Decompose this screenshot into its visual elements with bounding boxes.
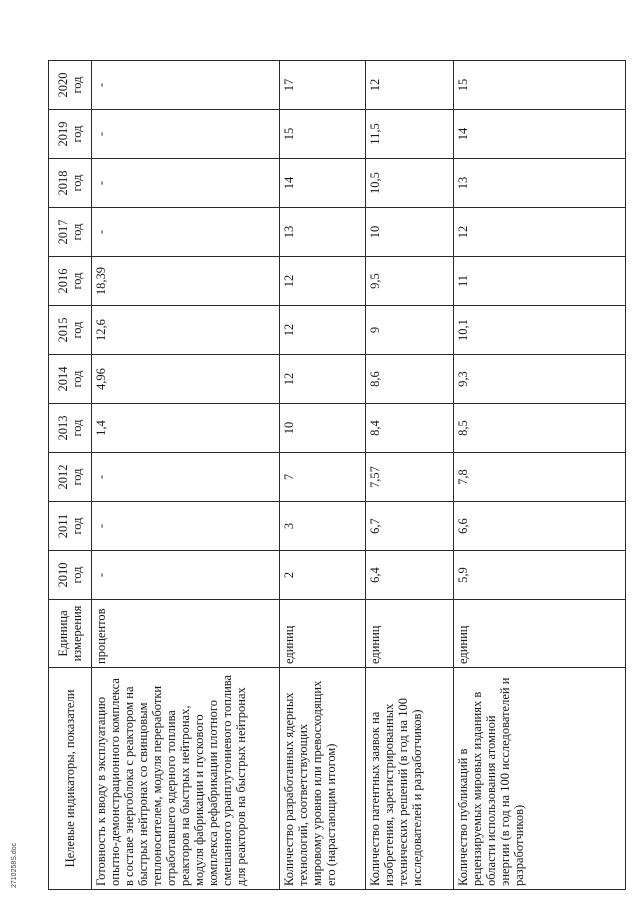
value-cell: 10,1 (454, 306, 626, 355)
header-year (49, 453, 92, 502)
header-year (49, 61, 92, 110)
header-year-number: 2018 (56, 170, 70, 196)
table-row (454, 61, 626, 890)
value-cell: 18,39 (92, 257, 280, 306)
header-year-number: 2014 (56, 366, 70, 392)
table-row (366, 61, 454, 890)
unit-cell: процентов (92, 600, 280, 668)
header-year-number: 2017 (56, 219, 70, 245)
header-year (49, 257, 92, 306)
indicator-cell: Готовность к вводу в эксплуатацию опытно-демонстрационного комплекса в составе энергоблока с реактором на быстрых нейтронах со свинцовым теплоносителем, модуля переработки отработавшего ядерного топлива реакторов на быстрых нейтронах, модуля фабрикации и пускового комплекса рефабрикации плотного смешанного уранплутониевого топлива для реакторов на быстрых нейтронах (92, 668, 280, 890)
value-cell: 6,4 (366, 551, 454, 600)
header-year-suffix: год (70, 468, 84, 486)
header-year-suffix: год (70, 174, 84, 192)
value-cell: 7 (280, 453, 366, 502)
header-year-suffix: год (70, 223, 84, 241)
value-cell: 12,6 (92, 306, 280, 355)
header-year (49, 551, 92, 600)
value-cell: 3 (280, 502, 366, 551)
value-cell: 13 (454, 159, 626, 208)
value-cell: 15 (280, 110, 366, 159)
header-unit-line1: Единица (56, 610, 70, 657)
value-cell: 8,5 (454, 404, 626, 453)
header-year-suffix: год (70, 419, 84, 437)
table-row (92, 61, 280, 890)
value-cell: 5,9 (454, 551, 626, 600)
value-cell: 12 (280, 355, 366, 404)
value-cell: 8,4 (366, 404, 454, 453)
value-cell: 13 (280, 208, 366, 257)
header-year-suffix: год (70, 76, 84, 94)
header-year-number: 2012 (56, 464, 70, 490)
header-year (49, 502, 92, 551)
value-cell: 4,96 (92, 355, 280, 404)
value-cell: 6,6 (454, 502, 626, 551)
header-unit (49, 600, 92, 668)
header-year-suffix: год (70, 321, 84, 339)
value-cell: 9,3 (454, 355, 626, 404)
value-cell: - (92, 159, 280, 208)
table-header-row (49, 61, 92, 890)
rotated-table-wrapper (48, 60, 626, 890)
header-year-number: 2016 (56, 268, 70, 294)
table-row (280, 61, 366, 890)
header-year (49, 355, 92, 404)
file-name-label: 2710258S.doc (11, 842, 18, 888)
header-year (49, 404, 92, 453)
value-cell: 12 (454, 208, 626, 257)
value-cell: 9 (366, 306, 454, 355)
value-cell: 12 (280, 257, 366, 306)
value-cell: 10,5 (366, 159, 454, 208)
header-year-number: 2020 (56, 72, 70, 98)
value-cell: 12 (366, 61, 454, 110)
value-cell: 15 (454, 61, 626, 110)
value-cell: 6,7 (366, 502, 454, 551)
value-cell: 10 (366, 208, 454, 257)
value-cell: 9,5 (366, 257, 454, 306)
header-year-number: 2015 (56, 317, 70, 343)
header-year-suffix: год (70, 566, 84, 584)
value-cell: - (92, 502, 280, 551)
value-cell: - (92, 61, 280, 110)
header-indicator: Целевые индикаторы, показатели (49, 668, 92, 890)
value-cell: - (92, 453, 280, 502)
header-year (49, 110, 92, 159)
value-cell: - (92, 551, 280, 600)
unit-cell: единиц (280, 600, 366, 668)
value-cell: 1,4 (92, 404, 280, 453)
value-cell: 11,5 (366, 110, 454, 159)
value-cell: 11 (454, 257, 626, 306)
unit-cell: единиц (454, 600, 626, 668)
header-year (49, 208, 92, 257)
value-cell: - (92, 110, 280, 159)
unit-cell: единиц (366, 600, 454, 668)
header-unit-line2: измерения (70, 605, 84, 662)
value-cell: 17 (280, 61, 366, 110)
indicators-table (48, 60, 626, 890)
value-cell: - (92, 208, 280, 257)
value-cell: 12 (280, 306, 366, 355)
indicator-cell: Количество разработанных ядерных технологий, соответствующих мировому уровню или превосходящих его (нарастающим итогом) (280, 668, 366, 890)
header-year-number: 2011 (56, 513, 70, 539)
header-year-suffix: год (70, 272, 84, 290)
value-cell: 14 (454, 110, 626, 159)
value-cell: 2 (280, 551, 366, 600)
value-cell: 8,6 (366, 355, 454, 404)
header-year (49, 306, 92, 355)
header-year-number: 2019 (56, 121, 70, 147)
value-cell: 10 (280, 404, 366, 453)
indicator-cell: Количество публикаций в рецензируемых мировых изданиях в области использования атомной энергии (в год на 100 исследователей и разработчиков) (454, 668, 626, 890)
header-year-number: 2010 (56, 562, 70, 588)
header-year-number: 2013 (56, 415, 70, 441)
indicator-cell: Количество патентных заявок на изобретения, зарегистрированных технических решений (в год на 100 исследователей и разработчиков) (366, 668, 454, 890)
value-cell: 14 (280, 159, 366, 208)
header-year-suffix: год (70, 370, 84, 388)
value-cell: 7,57 (366, 453, 454, 502)
header-year-suffix: год (70, 125, 84, 143)
header-year (49, 159, 92, 208)
header-year-suffix: год (70, 517, 84, 535)
value-cell: 7,8 (454, 453, 626, 502)
